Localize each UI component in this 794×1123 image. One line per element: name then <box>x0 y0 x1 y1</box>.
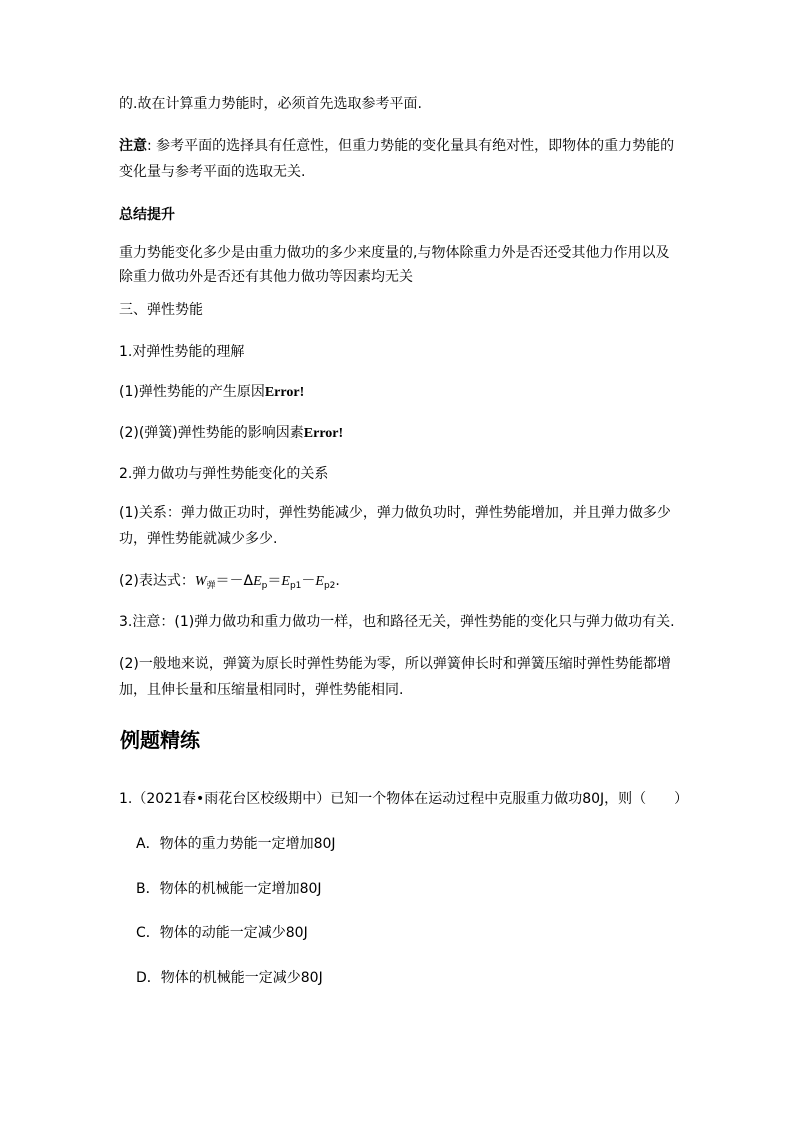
relation-line-2: 功，弹性势能就减少多少. <box>119 531 278 547</box>
formula-end: . <box>335 573 340 589</box>
formula-W-sub: 弹 <box>206 581 216 591</box>
option-b: B．物体的机械能一定增加80J <box>136 881 322 897</box>
formula-p1: p1 <box>289 581 302 591</box>
note-3-line-1: 3.注意：(1)弹力做功和重力做功一样，也和路径无关，弹性势能的变化只与弹力做功有关. <box>119 614 675 630</box>
relation-line-1: (1)关系：弹力做正功时，弹性势能减少，弹力做负功时，弹性势能增加，并且弹力做多少 <box>119 505 671 521</box>
formula-W: W <box>194 574 207 589</box>
formula-eq2: ＝ <box>267 573 282 589</box>
item-2-error: Error! <box>303 426 344 441</box>
summary-line-1: 重力势能变化多少是由重力做功的多少来度量的,与物体除重力外是否还受其他力作用以及 <box>119 245 670 261</box>
question-1: 1.（2021春•雨花台区校级期中）已知一个物体在运动过程中克服重力做功80J，则（ ） <box>119 791 689 807</box>
paragraph-reference-plane: 的.故在计算重力势能时，必须首先选取参考平面. <box>119 96 422 112</box>
item-1 <box>119 382 304 403</box>
note-text-1: : 参考平面的选择具有任意性，但重力势能的变化量具有绝对性，即物体的重力势能的 <box>147 138 675 154</box>
item-1-error: Error! <box>264 385 305 400</box>
note-line-1 <box>119 136 674 156</box>
formula-minus: － <box>301 573 316 589</box>
option-d: D．物体的机械能一定减少80J <box>136 970 323 986</box>
option-a: A．物体的重力势能一定增加80J <box>136 836 336 852</box>
item-2 <box>119 423 343 444</box>
formula-p: p <box>261 581 268 591</box>
note-3b-line-1: (2)一般地来说，弹簧为原长时弹性势能为零，所以弹簧伸长时和弹簧压缩时弹性势能都增 <box>119 656 671 672</box>
summary-title: 总结提升 <box>119 207 175 223</box>
formula-E: E <box>253 574 262 589</box>
item-2-text: (2)(弹簧)弹性势能的影响因素 <box>119 425 304 441</box>
note-3b-line-2: 加，且伸长量和压缩量相同时，弹性势能相同. <box>119 682 404 698</box>
section-3-title: 三、弹性势能 <box>119 302 203 318</box>
summary-line-2: 除重力做功外是否还有其他力做功等因素均无关 <box>119 269 413 285</box>
formula-Ep2: E <box>315 574 324 589</box>
examples-heading: 例题精练 <box>120 728 200 752</box>
formula-line <box>119 571 340 596</box>
note-label: 注意 <box>119 138 147 154</box>
option-c: C．物体的动能一定减少80J <box>136 925 308 941</box>
subsection-1-title: 1.对弹性势能的理解 <box>119 344 245 360</box>
item-1-text: (1)弹性势能的产生原因 <box>119 384 265 400</box>
formula-prefix: (2)表达式： <box>119 573 195 589</box>
subsection-2-title: 2.弹力做功与弹性势能变化的关系 <box>119 466 329 482</box>
formula-Ep1: E <box>281 574 290 589</box>
note-line-2: 变化量与参考平面的选取无关. <box>119 164 306 180</box>
formula-eq1: ＝－Δ <box>215 573 254 589</box>
formula-p2: p2 <box>323 581 336 591</box>
